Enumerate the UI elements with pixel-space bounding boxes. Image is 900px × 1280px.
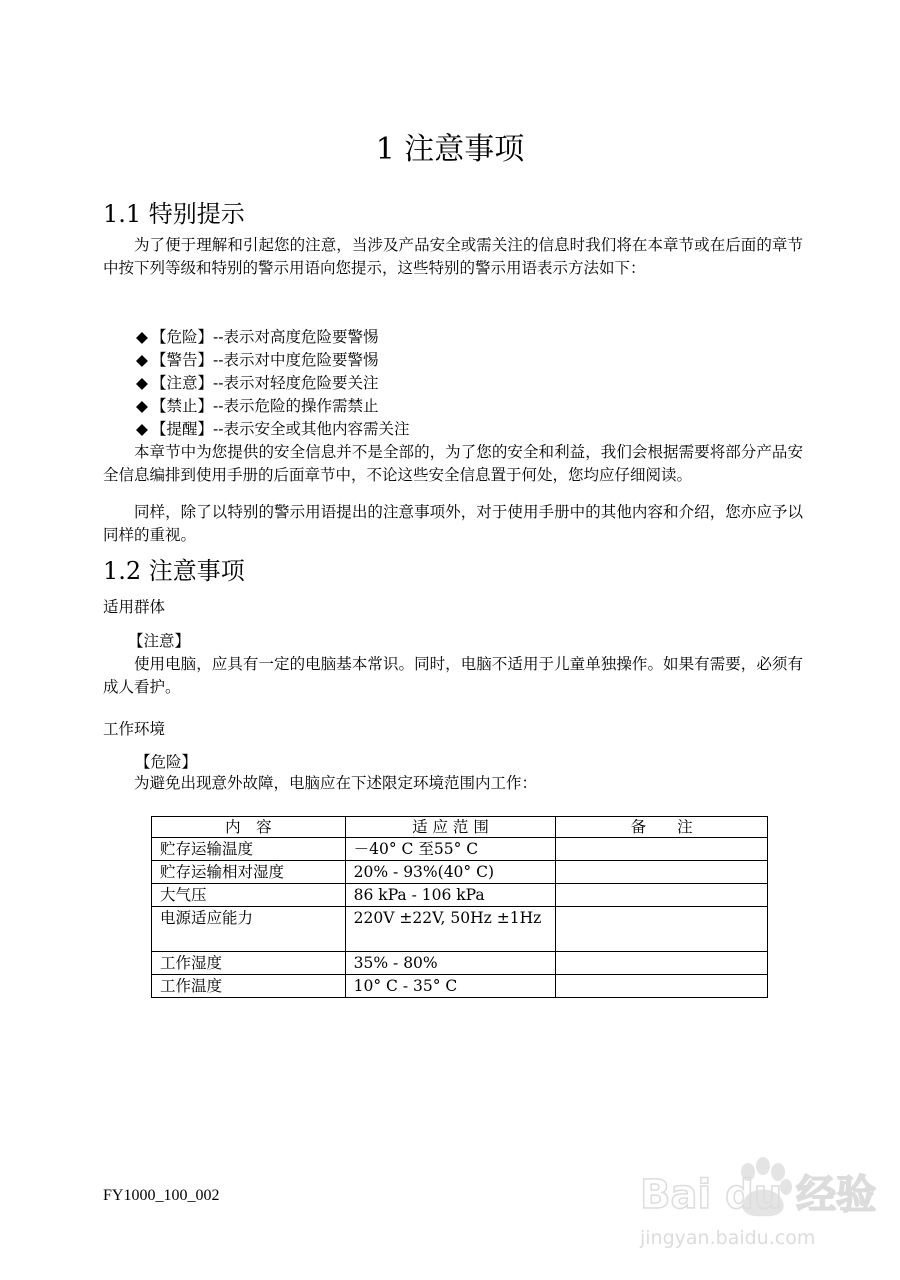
warning-level-list xyxy=(136,326,409,441)
diamond-bullet-icon: ◆ xyxy=(136,328,148,346)
table-cell: 工作湿度 xyxy=(152,952,346,975)
list-item: ◆ 【警告】--表示对中度危险要警惕 xyxy=(136,349,409,372)
baidu-jingyan-watermark xyxy=(640,1150,877,1260)
diamond-bullet-icon: ◆ xyxy=(136,420,148,438)
table-cell: 10° C - 35° C xyxy=(345,975,556,998)
environment-table xyxy=(151,816,768,998)
table-row xyxy=(152,861,768,884)
baidu-paw-logo-icon xyxy=(640,1150,877,1260)
intro-paragraph: 为了便于理解和引起您的注意，当涉及产品安全或需关注的信息时我们将在本章节或在后面的章节中按下列等级和特别的警示用语向您提示，这些特别的警示用语表示方法如下： xyxy=(103,236,803,277)
table-cell: 贮存运输温度 xyxy=(152,838,346,861)
list-item: ◆ 【危险】--表示对高度危险要警惕 xyxy=(136,326,409,349)
table-cell xyxy=(556,907,768,952)
group-title-users: 适用群体 xyxy=(103,598,166,616)
chapter-title: 1 注意事项 xyxy=(375,132,525,167)
users-paragraph: 使用电脑，应具有一定的电脑基本常识。同时，电脑不适用于儿童单独操作。如果有需要，必须有成人看护。 xyxy=(103,655,803,696)
list-item: ◆ 【提醒】--表示安全或其他内容需关注 xyxy=(136,418,409,441)
diamond-bullet-icon: ◆ xyxy=(136,397,148,415)
table-cell xyxy=(556,861,768,884)
table-cell: 工作温度 xyxy=(152,975,346,998)
header-range: 适 应 范 围 xyxy=(345,817,556,838)
group-title-environment: 工作环境 xyxy=(103,720,166,738)
table-row xyxy=(152,975,768,998)
safety-info-paragraph: 本章节中为您提供的安全信息并不是全部的，为了您的安全和利益，我们会根据需要将部分产品安全信息编排到使用手册的后面章节中，不论这些安全信息置于何处，您均应仔细阅读。 xyxy=(103,443,803,484)
notice-level-label: 【注意】 xyxy=(128,632,191,650)
table-cell: 电源适应能力 xyxy=(152,907,346,952)
section-heading-1-2: 1.2 注意事项 xyxy=(103,557,245,585)
table-row xyxy=(152,884,768,907)
attention-paragraph: 同样，除了以特别的警示用语提出的注意事项外，对于使用手册中的其他内容和介绍，您亦应予以同样的重视。 xyxy=(103,503,803,544)
table-cell: 220V ±22V, 50Hz ±1Hz xyxy=(345,907,556,952)
table-header-row xyxy=(152,817,768,838)
watermark-url-text: jingyan.baidu.com xyxy=(640,1227,816,1249)
table-row xyxy=(152,952,768,975)
table-row xyxy=(152,907,768,952)
table-cell: 大气压 xyxy=(152,884,346,907)
table-row xyxy=(152,838,768,861)
list-item: ◆ 【禁止】--表示危险的操作需禁止 xyxy=(136,395,409,418)
diamond-bullet-icon: ◆ xyxy=(136,374,148,392)
list-item: ◆ 【注意】--表示对轻度危险要关注 xyxy=(136,372,409,395)
table-cell: 20% - 93%(40° C) xyxy=(345,861,556,884)
diamond-bullet-icon: ◆ xyxy=(136,351,148,369)
danger-level-label: 【危险】 xyxy=(135,753,198,771)
environment-paragraph: 为避免出现意外故障，电脑应在下述限定环境范围内工作： xyxy=(134,774,538,792)
document-code-footer: FY1000_100_002 xyxy=(103,1187,220,1204)
table-cell xyxy=(556,884,768,907)
table-cell: 贮存运输相对湿度 xyxy=(152,861,346,884)
table-cell: 86 kPa - 106 kPa xyxy=(345,884,556,907)
section-heading-1-1: 1.1 特别提示 xyxy=(103,200,245,228)
table-cell xyxy=(556,975,768,998)
table-cell xyxy=(556,952,768,975)
table-cell: 35% - 80% xyxy=(345,952,556,975)
table-cell xyxy=(556,838,768,861)
watermark-brand-text: Bai du 经验 xyxy=(640,1172,877,1218)
header-remark: 备 注 xyxy=(556,817,768,838)
table-cell: －40° C 至55° C xyxy=(345,838,556,861)
header-content: 内 容 xyxy=(152,817,346,838)
